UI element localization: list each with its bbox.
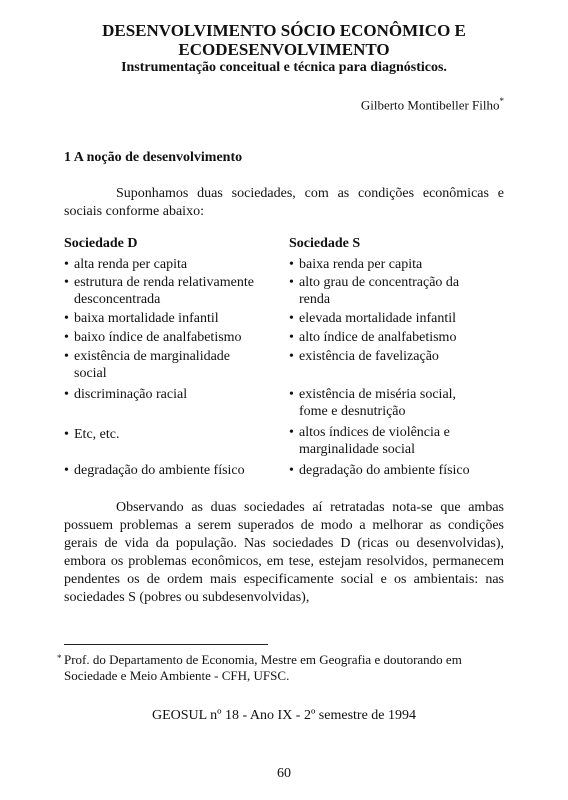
journal-citation: GEOSUL nº 18 - Ano IX - 2º semestre de 1994 — [151, 708, 416, 723]
bullet-icon: • — [64, 311, 69, 326]
society-s-item — [289, 386, 509, 420]
item-text: elevada mortalidade infantil — [299, 311, 457, 326]
society-d-item — [64, 310, 284, 327]
page-number: 60 — [277, 766, 291, 781]
society-d-item — [64, 348, 284, 382]
item-text-continued: marginalidade social — [299, 442, 415, 457]
item-text: degradação do ambiente físico — [299, 463, 470, 478]
item-text: altos índices de violência e — [299, 425, 450, 440]
society-s-item — [289, 310, 509, 327]
footnote — [57, 652, 508, 684]
society-d-item — [64, 274, 284, 308]
section-heading: 1 A noção de desenvolvimento — [64, 150, 243, 165]
bullet-icon: • — [64, 427, 69, 442]
item-text: existência de miséria social, — [299, 387, 457, 402]
society-s-item — [289, 462, 509, 479]
bullet-icon: • — [289, 275, 294, 290]
item-text: alto grau de concentração da — [299, 275, 460, 290]
item-text-continued: fome e desnutrição — [299, 404, 406, 419]
society-d-item — [64, 329, 284, 346]
society-s-title: Sociedade S — [289, 236, 361, 251]
footnote-divider — [64, 644, 268, 645]
society-s-item — [289, 348, 509, 365]
item-text: existência de favelização — [299, 349, 439, 364]
item-text: estrutura de renda relativamente — [74, 275, 254, 290]
bullet-icon: • — [64, 257, 69, 272]
item-text-continued: desconcentrada — [74, 292, 161, 307]
author — [361, 96, 504, 113]
bullet-icon: • — [289, 463, 294, 478]
author-footnote-mark: * — [499, 96, 504, 106]
bullet-icon: • — [289, 425, 294, 440]
bullet-icon: • — [289, 311, 294, 326]
footnote-text: Prof. do Departamento de Economia, Mestre em Geografia e doutorando em Sociedade e Meio Ambiente - CFH, UFSC. — [64, 652, 462, 683]
society-s-item — [289, 274, 509, 308]
item-text: degradação do ambiente físico — [74, 463, 245, 478]
item-text: baixa mortalidade infantil — [74, 311, 219, 326]
body-paragraph: Observando as duas sociedades aí retratadas nota-se que ambas possuem problemas a serem superados de modo a melhorar as condições gerais de vida da população. Nas sociedades D (ricas ou desenvolvidas), embora os problemas econômicos, em tese, estejam resolvidos, permanecem pendentes os de ordem mais especificamente social e os ambientais: nas sociedades S (pobres ou subdesenvolvidas), — [64, 500, 504, 605]
bullet-icon: • — [289, 330, 294, 345]
item-text: Etc, etc. — [74, 427, 120, 442]
item-text-continued: social — [74, 366, 107, 381]
society-d-item — [64, 386, 284, 403]
bullet-icon: • — [289, 349, 294, 364]
item-text: baixa renda per capita — [299, 257, 423, 272]
item-text: baixo índice de analfabetismo — [74, 330, 242, 345]
society-d-item — [64, 462, 284, 479]
item-text: alta renda per capita — [74, 257, 188, 272]
intro-paragraph: Suponhamos duas sociedades, com as condições econômicas e sociais conforme abaixo: — [64, 186, 504, 219]
bullet-icon: • — [64, 275, 69, 290]
bullet-icon: • — [64, 387, 69, 402]
author-name: Gilberto Montibeller Filho — [360, 97, 500, 113]
subtitle: Instrumentação conceitual e técnica para diagnósticos. — [121, 60, 447, 75]
item-text: alto índice de analfabetismo — [299, 330, 457, 345]
footnote-mark: * — [57, 653, 62, 663]
society-d-item — [64, 256, 284, 273]
item-text: existência de marginalidade — [74, 349, 231, 364]
society-s-item — [289, 329, 509, 346]
bullet-icon: • — [64, 463, 69, 478]
item-text-continued: renda — [299, 292, 331, 307]
bullet-icon: • — [289, 387, 294, 402]
bullet-icon: • — [64, 330, 69, 345]
society-s-item — [289, 256, 509, 273]
title-line-2: ECODESENVOLVIMENTO — [178, 40, 390, 59]
society-s-item — [289, 424, 509, 458]
society-d-item — [64, 426, 284, 443]
title-line-1: DESENVOLVIMENTO SÓCIO ECONÔMICO E — [102, 21, 466, 40]
society-d-title: Sociedade D — [64, 236, 138, 251]
bullet-icon: • — [289, 257, 294, 272]
item-text: discriminação racial — [74, 387, 188, 402]
bullet-icon: • — [64, 349, 69, 364]
